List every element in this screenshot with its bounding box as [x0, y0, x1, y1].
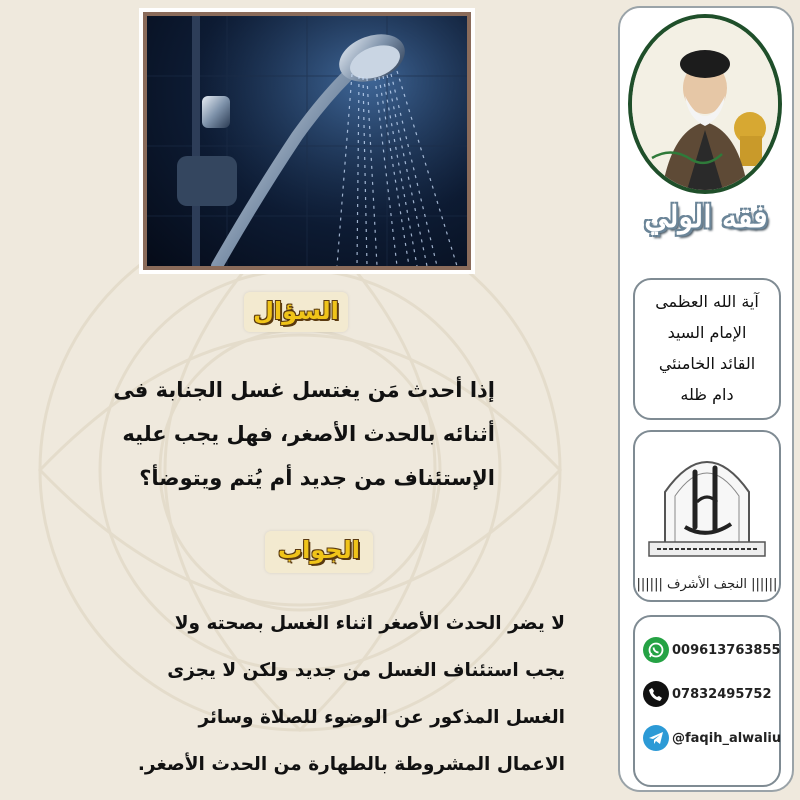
whatsapp-contact[interactable] — [643, 635, 781, 665]
title-line: القائد الخامنئي — [658, 354, 756, 373]
seal-caption-text: النجف الأشرف — [666, 577, 748, 592]
answer-line: الغسل المذكور عن الوضوء للصلاة وسائر — [198, 707, 565, 728]
answer-text — [35, 600, 565, 788]
brand-title: فقه الولي — [644, 200, 768, 235]
portrait-medallion — [628, 14, 782, 194]
title-line: دام ظله — [680, 385, 734, 404]
office-seal-card — [633, 430, 781, 602]
whatsapp-number: 009613763855 — [672, 642, 781, 658]
whatsapp-icon — [643, 637, 669, 663]
seal-caption: |||||| النجف الأشرف |||||| — [636, 577, 778, 592]
phone-number: 07832495752 — [672, 686, 772, 702]
question-text — [25, 368, 495, 500]
shower-photo — [139, 8, 475, 274]
title-card — [633, 278, 781, 420]
question-line: إذا أحدث مَن يغتسل غسل الجنابة فى — [113, 378, 495, 402]
office-seal-emblem — [635, 432, 779, 572]
contact-card — [633, 615, 781, 787]
answer-line: لا يضر الحدث الأصغر اثناء الغسل بصحته ولا — [174, 613, 565, 634]
telegram-contact[interactable] — [643, 723, 781, 753]
answer-line: يجب استئناف الغسل من جديد ولكن لا يجزى — [167, 660, 565, 681]
telegram-handle: @faqih_alwaliu — [672, 730, 782, 746]
answer-line: الاعمال المشروطة بالطهارة من الحدث الأصغر. — [137, 754, 565, 775]
title-line: الإمام السيد — [667, 323, 747, 342]
phone-contact[interactable] — [643, 679, 772, 709]
question-heading: السؤال — [253, 297, 339, 325]
shower-head-image — [147, 16, 467, 266]
phone-icon — [643, 681, 669, 707]
question-line: أثنائه بالحدث الأصغر، فهل يجب عليه — [122, 422, 495, 446]
answer-heading: الجواب — [278, 536, 360, 564]
telegram-icon — [643, 725, 669, 751]
title-line: آية الله العظمى — [655, 292, 759, 311]
answer-heading-box — [265, 531, 373, 573]
question-heading-box — [244, 292, 348, 332]
question-line: الإستئناف من جديد أم يُتم ويتوضأ؟ — [139, 466, 495, 490]
portrait-image — [632, 18, 778, 190]
